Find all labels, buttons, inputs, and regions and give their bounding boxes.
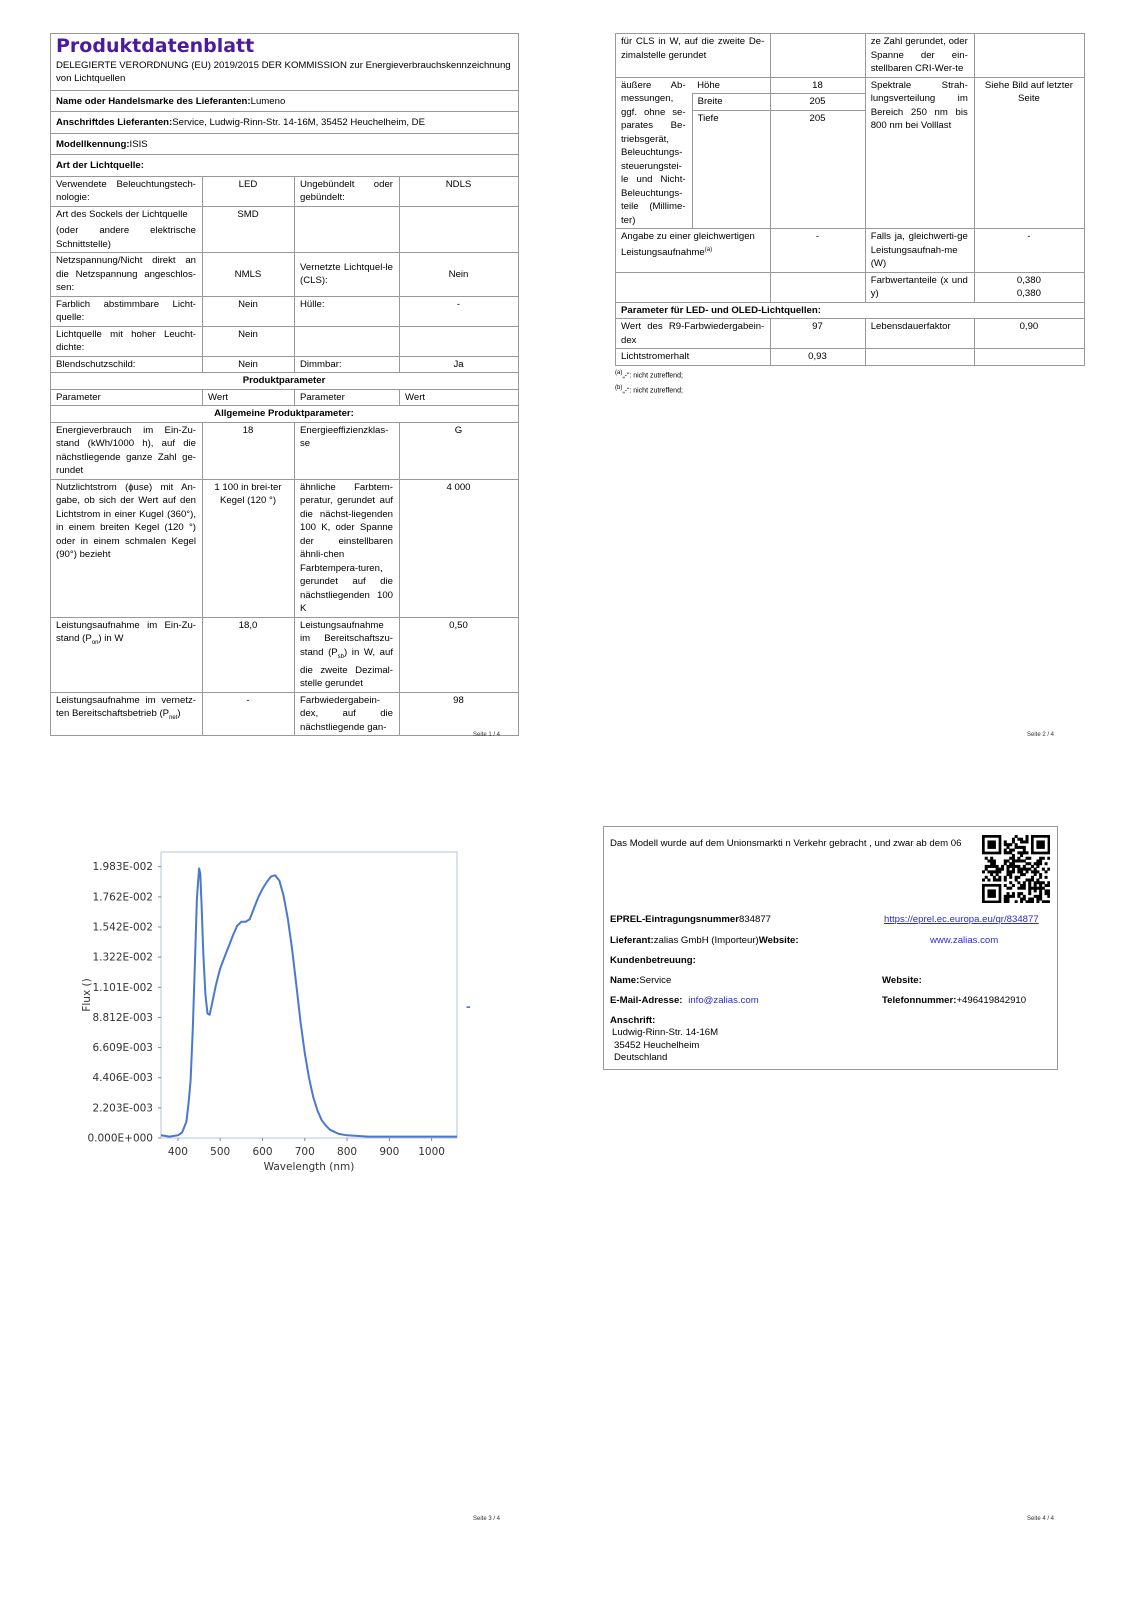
tech-label: Verwendete Beleuchtungstech-nologie: (51, 176, 203, 206)
equivalent-power-label: Angabe zu einer gleichwertigen Leistungsaufnahme$^{(a)}$ (616, 229, 771, 273)
power-networked-label: Leistungsaufnahme im vernetz-ten Bereitschaftsbetrieb $(P_{net})$ (51, 692, 203, 736)
envelope-value: - (400, 296, 519, 326)
y-tick-label: 1.542E-002 (92, 921, 153, 934)
high-luminance-value: Nein (203, 326, 295, 356)
x-tick-label: 600 (252, 1146, 273, 1158)
document-title: Produktdatenblatt (56, 35, 255, 57)
bundled-value: NDLS (400, 176, 519, 206)
height-value: 18 (771, 77, 865, 94)
glare-shield-value: Nein (203, 356, 295, 373)
model-id-label: Modellkennung: (56, 138, 130, 150)
cct-value: 4 000 (400, 479, 519, 617)
survival-factor-label: Lebensdauerfaktor (865, 319, 974, 349)
socket-label-2: (oder andere elektrische Schnittstelle) (56, 225, 196, 250)
col-header-param: Parameter (51, 389, 203, 406)
color-tunable-label: Farblich abstimmbare Licht-quelle: (51, 296, 203, 326)
useful-flux-value: 1 100 in brei-ter Kegel (120 °) (203, 479, 295, 617)
dimmable-value: Ja (400, 356, 519, 373)
lumen-maintenance-label: Lichtstromerhalt (616, 349, 771, 366)
chromaticity-values: 0,380 0,380 (974, 272, 1084, 302)
spectral-distribution-value: Siehe Bild auf letzter Seite (974, 77, 1084, 229)
y-tick-label: 6.609E-003 (92, 1042, 153, 1055)
r9-label: Wert des R9-Farbwiedergabein-dex (616, 319, 771, 349)
r9-value: 97 (771, 319, 865, 349)
x-tick-label: 1000 (418, 1146, 445, 1158)
address-line-1: Ludwig-Rinn-Str. 14-16M (612, 1027, 719, 1038)
height-label: Höhe (692, 77, 771, 94)
supplier-address-value: Service, Ludwig-Rinn-Str. 14-16M, 35452 Heuchelheim, DE (172, 117, 425, 128)
envelope-label: Hülle: (295, 296, 400, 326)
footnote-a: $^{(a)}$„-“: nicht zutreffend; (615, 369, 683, 379)
glare-shield-label: Blendschutzschild: (51, 356, 203, 373)
footnotes (615, 367, 1085, 398)
socket-value: SMD (203, 206, 295, 253)
phone-row: Telefonnummer:+496419842910 (882, 995, 1027, 1006)
product-data-sheet-table (50, 33, 519, 736)
power-on-label: Leistungsaufnahme im Ein-Zu-stand $(P_{on})$ in W (51, 617, 203, 692)
light-source-heading: Art der Lichtquelle: (51, 155, 519, 177)
col-header-param-2: Parameter (295, 389, 400, 406)
page-4-box (603, 826, 1058, 1070)
page-2 (615, 33, 1085, 397)
energy-class-label: Energieeffizienzklas-se (295, 422, 400, 479)
eprel-row: EPREL-Eintragungsnummer834877 (610, 914, 772, 925)
power-networked-value: - (203, 692, 295, 736)
power-standby-value: 0,50 (400, 617, 519, 692)
power-standby-label: Leistungsaufnahme im Bereitschaftszu-stand $(P_{sb})$ in W, auf die zweite Dezimal-stelle gerundet (295, 617, 400, 692)
equivalent-power-w-value: - (974, 229, 1084, 273)
y-tick-label: 4.406E-003 (92, 1072, 153, 1085)
qr-code-icon (982, 835, 1050, 903)
x-tick-label: 700 (294, 1146, 315, 1158)
tech-value: LED (203, 176, 295, 206)
address-block (612, 1027, 718, 1065)
product-data-sheet-table-cont (615, 33, 1085, 366)
y-tick-label: 8.812E-003 (92, 1011, 153, 1024)
color-tunable-value: Nein (203, 296, 295, 326)
customer-service-heading: Kundenbetreuung: (610, 955, 696, 966)
footnote-b: $^{(b)}$„-“: nicht zutreffend; (615, 384, 683, 395)
mains-value: NMLS (203, 253, 295, 297)
dimensions-label: äußere Ab-messungen, ggf. ohne se-parates Be-triebsgerät, Beleuchtungs-steuerungstei-le und Nicht-Beleuchtungs-teile (Millime-ter) (616, 77, 693, 229)
y-tick-label: 1.983E-002 (92, 861, 153, 874)
col-header-value: Wert (203, 389, 295, 406)
cri-continuation-label: ze Zahl gerundet, oder Spanne der ein-stellbaren CRI-Wer-te (865, 34, 974, 78)
mains-label: Netzspannung/Nicht direkt an die Netzspannung angeschlos-sen: (51, 253, 203, 297)
y-tick-label: 1.762E-002 (92, 891, 153, 904)
x-tick-label: 500 (210, 1146, 231, 1158)
x-tick-label: 900 (379, 1146, 400, 1158)
y-tick-label: 0.000E+000 (87, 1132, 153, 1145)
address-heading: Anschrift: (610, 1015, 656, 1026)
service-website-label: Website: (882, 975, 922, 986)
equivalent-power-w-label: Falls ja, gleichwerti-ge Leistungsaufnah-me (W) (865, 229, 974, 273)
x-tick-label: 800 (337, 1146, 358, 1158)
chromaticity-label: Farbwertanteile (x und y) (865, 272, 974, 302)
bundled-label: Ungebündelt oder gebündelt: (295, 176, 400, 206)
x-axis-label: Wavelength (nm) (263, 1161, 355, 1173)
y-axis-label: Flux () (81, 978, 93, 1012)
width-value: 205 (771, 94, 865, 111)
cri-value: 98 (400, 692, 519, 736)
website-link[interactable]: www.zalias.com (930, 935, 999, 946)
power-on-value: 18,0 (203, 617, 295, 692)
energy-consumption-label: Energieverbrauch im Ein-Zu-stand (kWh/1000 h), auf die nächstliegende ganze Zahl ge-rundet (51, 422, 203, 479)
page-number-3: Seite 3 / 4 (473, 1516, 501, 1522)
cls-continuation-label: für CLS in W, auf die zweite De-zimalstelle gerundet (616, 34, 771, 78)
supplier-row: Lieferant:zalias GmbH (Importeur)Website: (610, 935, 799, 946)
email-row: E-Mail-Adresse: info@zalias.com (610, 995, 759, 1006)
legend-marker: - (466, 998, 471, 1014)
general-params-heading: Allgemeine Produktparameter: (51, 406, 519, 423)
energy-class-value: G (400, 422, 519, 479)
supplier-name-label: Name oder Handelsmarke des Lieferanten: (56, 95, 251, 107)
product-params-heading: Produktparameter (51, 373, 519, 390)
regulation-text: DELEGIERTE VERORDNUNG (EU) 2019/2015 DER KOMMISSION zur Energieverbrauchskennzeichnung von Lichtquellen (51, 58, 519, 91)
supplier-address-label: Anschriftdes Lieferanten: (56, 117, 173, 128)
lumen-maintenance-value: 0,93 (771, 349, 865, 366)
socket-label: Art des Sockels der Lichtquelle (56, 208, 188, 220)
dimmable-label: Dimmbar: (295, 356, 400, 373)
spectrum-chart (60, 840, 480, 1200)
high-luminance-label: Lichtquelle mit hoher Leucht-dichte: (51, 326, 203, 356)
col-header-value-2: Wert (400, 389, 519, 406)
width-label: Breite (692, 94, 771, 111)
depth-value: 205 (771, 111, 865, 229)
page-number-4: Seite 4 / 4 (1027, 1516, 1055, 1522)
y-tick-label: 1.101E-002 (92, 981, 153, 994)
depth-label: Tiefe (692, 111, 771, 229)
supplier-name-value: Lumeno (250, 95, 286, 107)
email-link[interactable]: info@zalias.com (688, 995, 759, 1006)
page-number-1: Seite 1 / 4 (473, 732, 501, 738)
eprel-link[interactable]: https://eprel.ec.europa.eu/qr/834877 (884, 914, 1039, 925)
x-tick-label: 400 (167, 1146, 188, 1158)
survival-factor-value: 0,90 (974, 319, 1084, 349)
model-id-value: ISIS (129, 138, 148, 150)
page-number-2: Seite 2 / 4 (1027, 732, 1055, 738)
useful-flux-label: Nutzlichtstrom (ɸuse) mit An-gabe, ob sich der Wert auf den Lichtstrom in einer Kugel (360°), in einem breiten Kegel (120 °) oder in einem schmalen Kegel (90°) bezieht (51, 479, 203, 617)
y-tick-label: 2.203E-003 (92, 1102, 153, 1115)
cls-label: Vernetzte Lichtquel-le (CLS): (295, 253, 400, 297)
cls-value: Nein (400, 253, 519, 297)
equivalent-power-value: - (771, 229, 865, 273)
cri-label: Farbwiedergabein-dex, auf die nächstliegende gan- (295, 692, 400, 736)
page-1 (50, 33, 518, 736)
spectral-distribution-label: Spektrale Strah-lungsverteilung im Bereich 250 nm bis 800 nm bei Volllast (865, 77, 974, 229)
led-params-heading: Parameter für LED- und OLED-Lichtquellen: (616, 302, 1085, 319)
address-line-2: 35452 Heuchelheim (614, 1039, 700, 1051)
address-line-3: Deutschland (614, 1052, 668, 1063)
energy-consumption-value: 18 (203, 422, 295, 479)
market-text: Das Modell wurde auf dem Unionsmarkti n Verkehr gebracht , und zwar ab dem 06 (610, 838, 962, 849)
y-tick-label: 1.322E-002 (92, 951, 153, 964)
service-name-row: Name:Service (610, 975, 672, 986)
cct-label: ähnliche Farbtem-peratur, gerundet auf die nächst-liegenden 100 K, oder Spanne der einstellbaren ähnli-chen Farbtempera-turen, gerundet auf die nächstliegenden 100 K (295, 479, 400, 617)
